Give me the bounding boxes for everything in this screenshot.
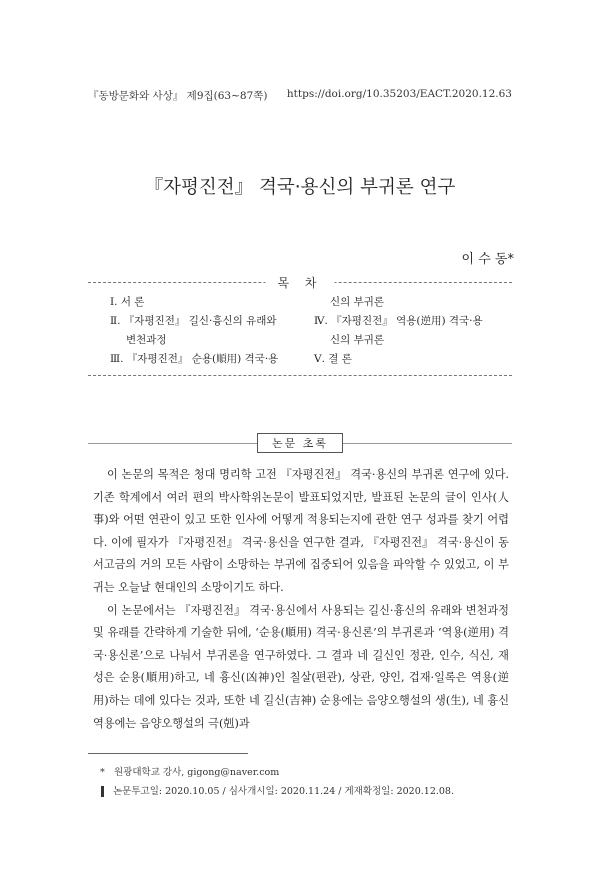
abstract-label: 논문 초록 (257, 433, 343, 453)
author-affiliation: 원광대학교 강사, gigong@naver.com (114, 767, 280, 778)
toc-item: Ⅳ. 『자평진전』 역용(逆用) 격국·용 (314, 315, 483, 327)
abstract-paragraph: 이 논문의 목적은 청대 명리학 고전 『자평진전』 격국·용신의 부귀론 연구에 있다. 기존 학계에서 여러 편의 박사학위논문이 발표되었지만, 발표된 논문의 글이 인사(人事)와 어떤 연관이 있고 또한 인사에 어떻게 적용되는지에 관한 연구 성과를 찾기 어렵다. 이에 필자가 『자평진전』 격국·용신을 연구한 결과, 『자평진전』 격국·용신이 동서고금의 거의 모든 사람이 소망하는 부귀에 집중되어 있음을 파악할 수 있었고, 이 부귀는 오늘날 현대인의 소망이기도 하다. (93, 468, 509, 594)
abstract-body (93, 464, 509, 735)
author-name: 이 수 동* (461, 252, 514, 267)
footnotes (100, 763, 454, 801)
toc-item-continuation: 신의 부귀론 (330, 296, 385, 308)
toc-item: Ⅰ. 서 론 (110, 296, 145, 308)
footnote-dates (100, 782, 454, 801)
toc-left-column (110, 293, 320, 369)
journal-citation: 『동방문화와 사상』 제9집(63∼87쪽) (88, 90, 268, 102)
doi-link[interactable]: https://doi.org/10.35203/EACT.2020.12.63 (286, 88, 512, 100)
paper-title: 『자평진전』 격국·용신의 부귀론 연구 (144, 177, 456, 198)
running-header (88, 88, 512, 103)
toc-heading: 목 차 (266, 274, 335, 291)
table-of-contents (88, 276, 512, 376)
toc-right-column (314, 293, 504, 369)
toc-item-continuation: 변천과정 (126, 334, 167, 346)
abstract-paragraph: 이 논문에서는 『자평진전』 격국·용신에서 사용되는 길신·흉신의 유래와 변천과정 및 유래를 간략하게 기술한 뒤에, ‘순용(順用) 격국·용신론’의 부귀론과 ‘역용(逆用) 격국·용신론’으로 나눠서 부귀론을 연구하였다. 그 결과 네 길신인 정관, 인수, 식신, 재성은 순용(順用)하고, 네 흉신(凶神)인 칠살(편관), 상관, 양인, 겁재·일록은 역용(逆用)하는 데에 있다는 것과, 또한 네 길신(吉神) 순용에는 음양오행설의 생(生), 네 흉신 역용에는 음양오행설의 극(剋)과 (93, 603, 509, 730)
toc-item: Ⅱ. 『자평진전』 길신·흉신의 유래와 (110, 315, 277, 327)
toc-item: Ⅴ. 결 론 (314, 353, 352, 365)
toc-item: Ⅲ. 『자평진전』 순용(順用) 격국·용 (110, 353, 279, 365)
footnote-author (100, 763, 454, 782)
footnote-divider (88, 753, 248, 754)
toc-item-continuation: 신의 부귀론 (330, 334, 385, 346)
footnote-mark: * (100, 767, 105, 778)
bar-marker-icon (101, 786, 104, 797)
submission-dates: 논문투고일: 2020.10.05 / 심사개시일: 2020.11.24 / 게재확정일: 2020.12.08. (113, 786, 454, 797)
